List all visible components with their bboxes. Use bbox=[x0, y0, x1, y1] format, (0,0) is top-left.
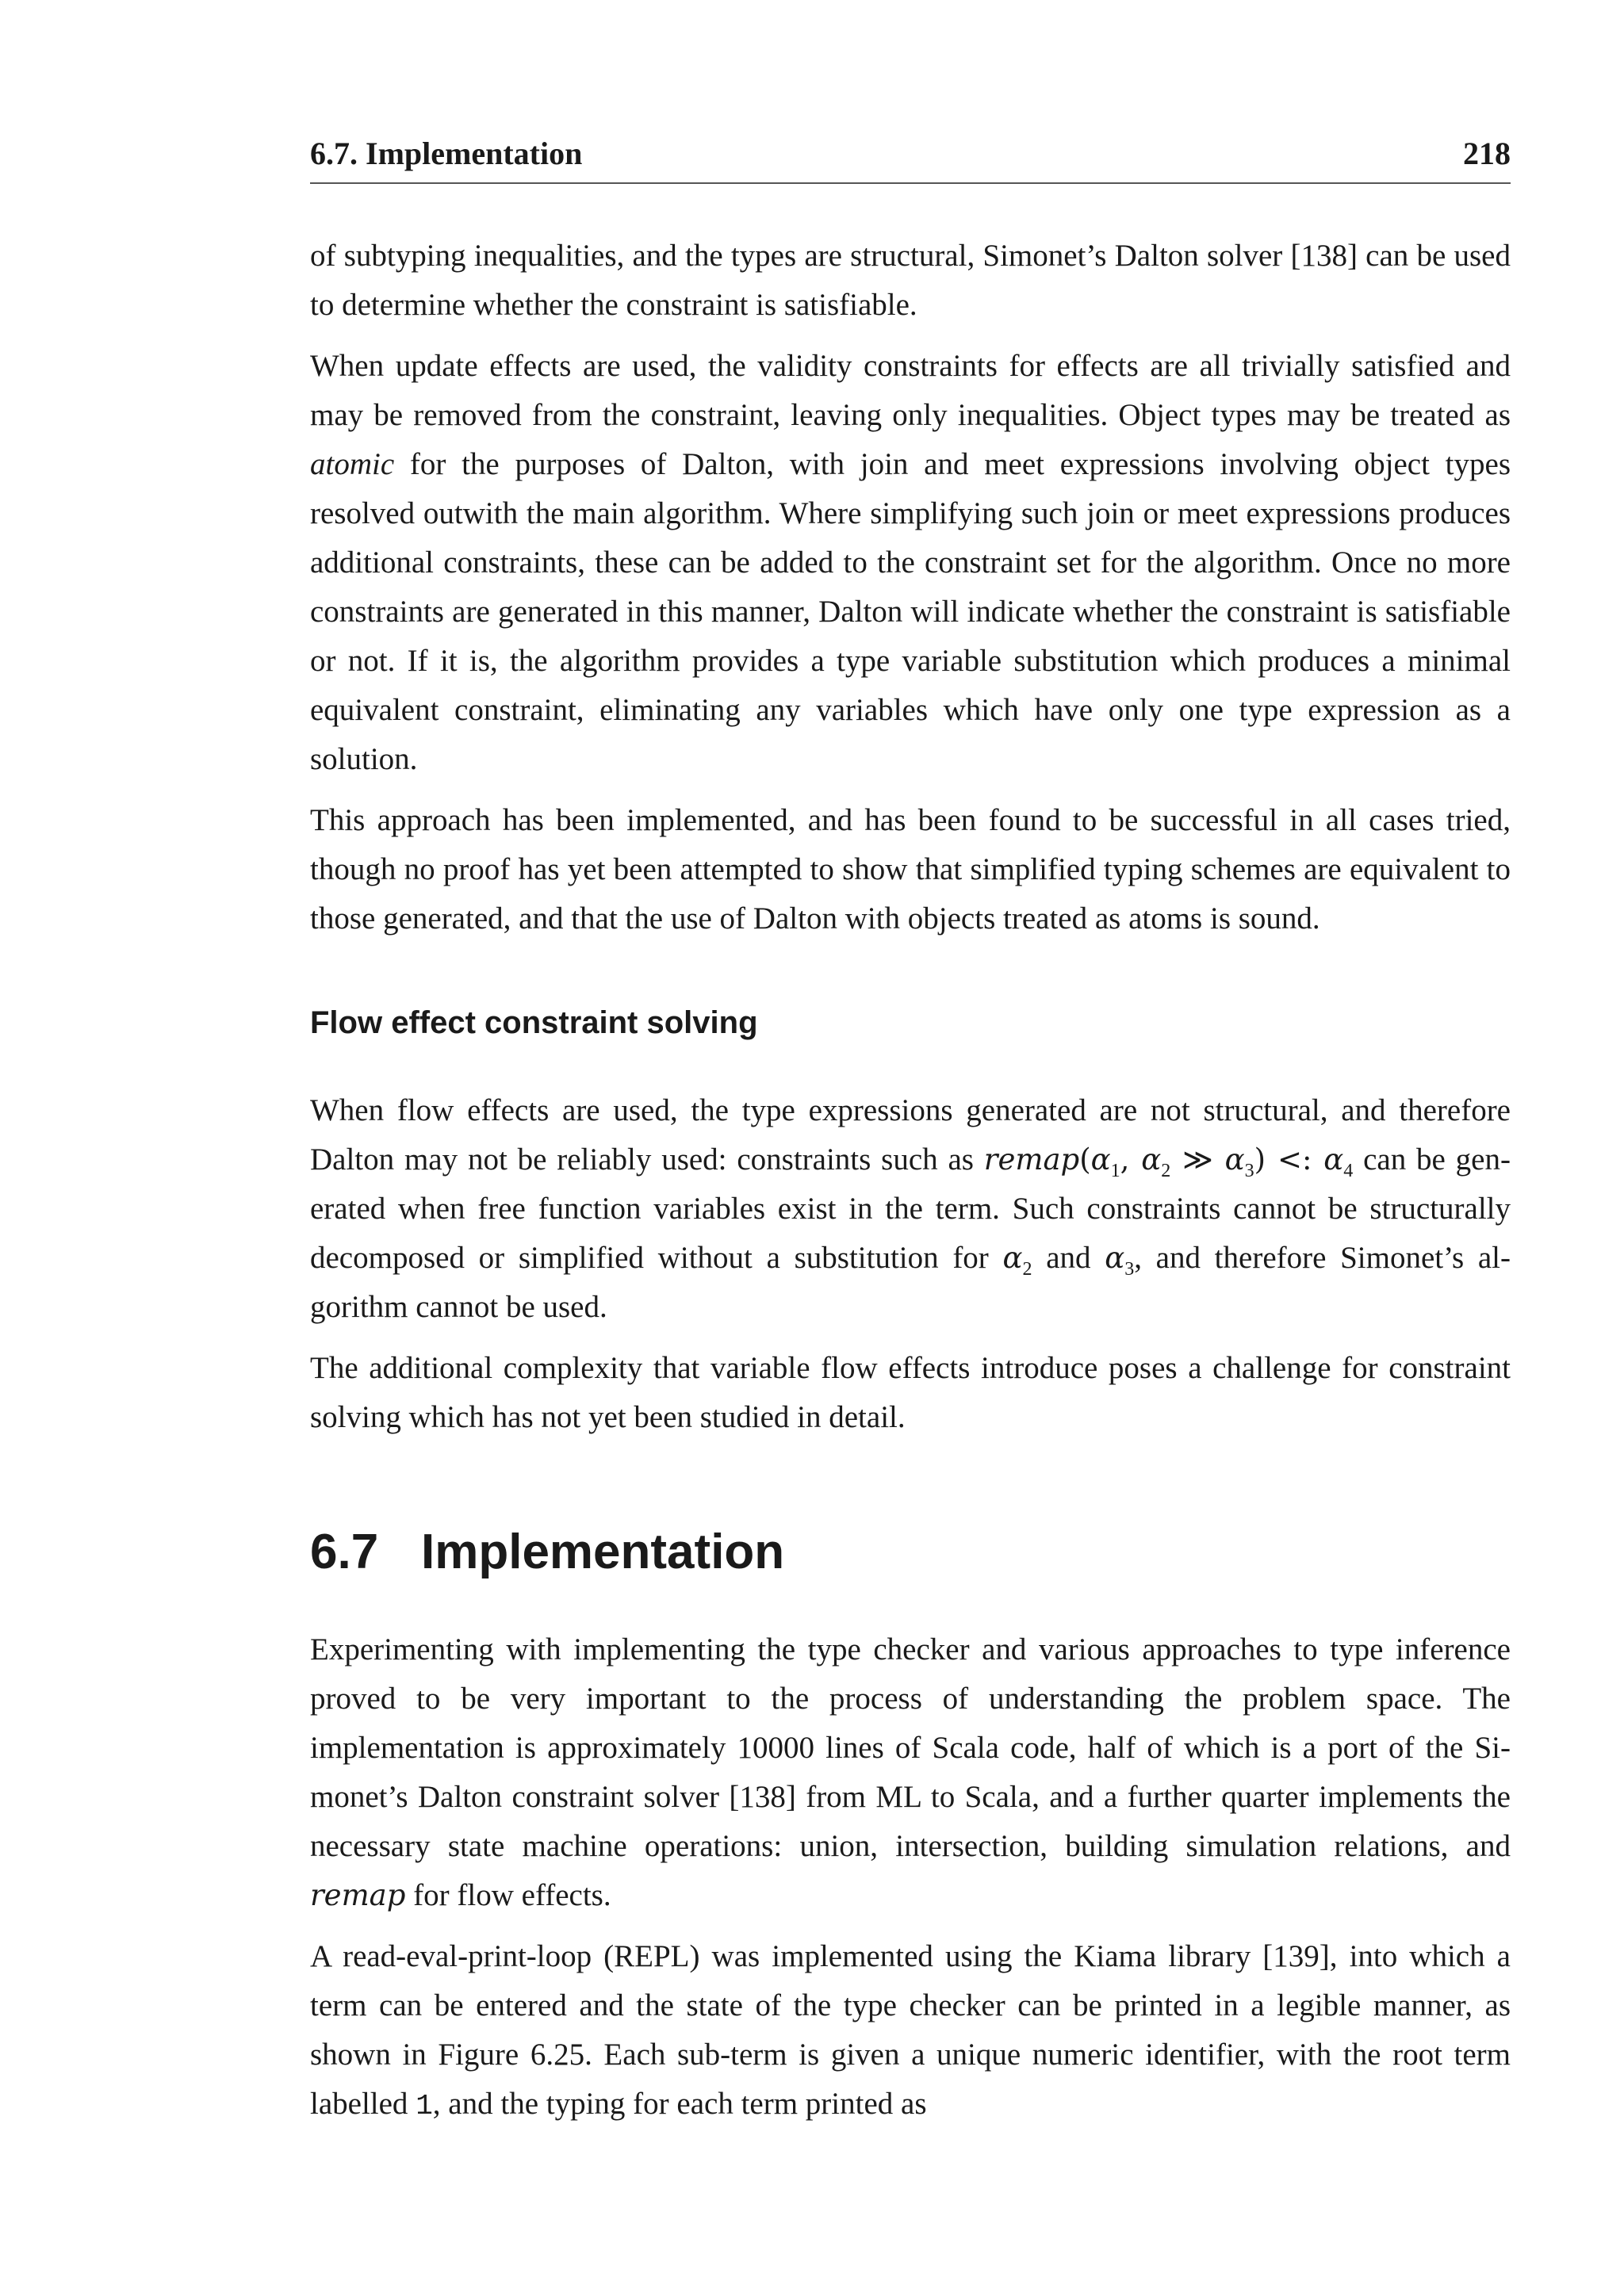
math-remap: remap bbox=[983, 1142, 1080, 1177]
paragraph-update-effects bbox=[310, 342, 1511, 784]
paragraph-dalton-solver bbox=[310, 232, 1511, 330]
section-implementation bbox=[310, 1521, 1511, 1584]
paragraph-text: When update effects are used, the validity constraints for effects are all trivially satisfied and may be removed from the constraint, leaving only inequalities. Object types may be treated as bbox=[310, 349, 1511, 432]
paragraph-text: A read-eval-print-loop (REPL) was implemented using the Kiama library [139], into which a term can be entered and the state of the type checker can be printed in a legible manner, as shown in Figure 6.25. Each sub-term is given a unique numeric identifier, with the root term labelled bbox=[310, 1939, 1511, 2121]
paragraph-text: This approach has been implemented, and has been found to be successful in all cases tried, though no proof has yet been attempted to show that simplified typing schemes are equivalent to those generated, and that the use of Dalton with objects treated as atoms is sound. bbox=[310, 803, 1511, 936]
math-alpha: α bbox=[1141, 1142, 1162, 1177]
math-subtype-operator: <: bbox=[1266, 1142, 1324, 1177]
math-subscript: 2 bbox=[1161, 1160, 1171, 1181]
running-head bbox=[310, 135, 1511, 184]
section-body bbox=[310, 1625, 1511, 2143]
paragraph-text: , and the typing for each term printed as bbox=[432, 2087, 927, 2121]
math-alpha: α bbox=[1002, 1241, 1023, 1275]
section-heading bbox=[310, 1521, 1511, 1584]
math-subscript: 2 bbox=[1022, 1258, 1032, 1280]
paragraph-flow-effects bbox=[310, 1086, 1511, 1332]
emphasis-atomic: atomic bbox=[310, 447, 395, 481]
paragraph-text: and bbox=[1032, 1241, 1105, 1275]
paragraph-text: , and therefore Simonet’s algorithm cannot be used. bbox=[310, 1241, 1511, 1324]
paragraph-approach bbox=[310, 796, 1511, 943]
running-head-title: 6.7. Implementation bbox=[310, 136, 583, 171]
section-title: Implementation bbox=[421, 1525, 785, 1579]
math-subscript: 1 bbox=[1110, 1160, 1120, 1181]
paragraph-text: can be generated when free function variables exist in the term. Such constraints cannot be structurally decomposed or simplified without a substitution for bbox=[310, 1142, 1511, 1275]
math-operator: ≫ bbox=[1170, 1142, 1225, 1177]
math-paren: ( bbox=[1079, 1142, 1091, 1177]
paragraph-text: The additional complexity that variable flow effects introduce poses a challenge for constraint solving which has not yet been studied in detail. bbox=[310, 1351, 1511, 1434]
paragraph-complexity bbox=[310, 1344, 1511, 1442]
paragraph-text: of subtyping inequalities, and the types are structural, Simonet’s Dalton solver [138] can be used to determine whether the constraint is satisfiable. bbox=[310, 239, 1511, 322]
paragraph-text: for flow effects. bbox=[405, 1878, 611, 1912]
paragraph-text: Experimenting with implementing the type checker and various approaches to type inference proved to be very important to the process of understanding the problem space. The implementation is approximately 10000 lines of Scala code, half of which is a port of the Simonet’s Dalton constraint solver [138] from ML to Scala, and a further quarter implements the necessary state machine operations: union, intersection, building simulation relations, and bbox=[310, 1632, 1511, 1863]
paragraph-experimenting bbox=[310, 1625, 1511, 1920]
math-subscript: 3 bbox=[1124, 1258, 1135, 1280]
math-subscript: 3 bbox=[1244, 1160, 1254, 1181]
page-number: 218 bbox=[1463, 136, 1511, 171]
continued-text-block bbox=[310, 232, 1511, 955]
paragraph-repl bbox=[310, 1932, 1511, 2131]
subsection-heading: Flow effect constraint solving bbox=[310, 1005, 758, 1040]
paragraph-text: When flow effects are used, the type expressions generated are not structural, and therefore Dalton may not be reliably used: constraints such as bbox=[310, 1093, 1511, 1177]
math-alpha: α bbox=[1224, 1142, 1245, 1177]
math-alpha: α bbox=[1090, 1142, 1111, 1177]
math-alpha: α bbox=[1105, 1241, 1125, 1275]
math-alpha: α bbox=[1323, 1142, 1344, 1177]
math-subscript: 4 bbox=[1343, 1160, 1354, 1181]
code-literal: 1 bbox=[416, 2090, 433, 2122]
math-remap: remap bbox=[310, 1878, 406, 1912]
math-comma: , bbox=[1120, 1142, 1142, 1177]
paragraph-text: for the purposes of Dalton, with join and meet expressions involving object types resolved outwith the main algorithm. Where simplifying such join or meet expressions produces additional constraints, these can be added to the constraint set for the algorithm. Once no more constraints are generated in this manner, Dalton will indicate whether the constraint is satisfiable or not. If it is, the algorithm provides a type variable substitution which produces a minimal equivalent constraint, eliminating any variables which have only one type expression as a solution. bbox=[310, 447, 1511, 776]
math-paren: ) bbox=[1254, 1142, 1266, 1177]
subsection-body bbox=[310, 1086, 1511, 1454]
subsection-flow-effect bbox=[310, 999, 1511, 1047]
section-number: 6.7 bbox=[310, 1525, 379, 1579]
